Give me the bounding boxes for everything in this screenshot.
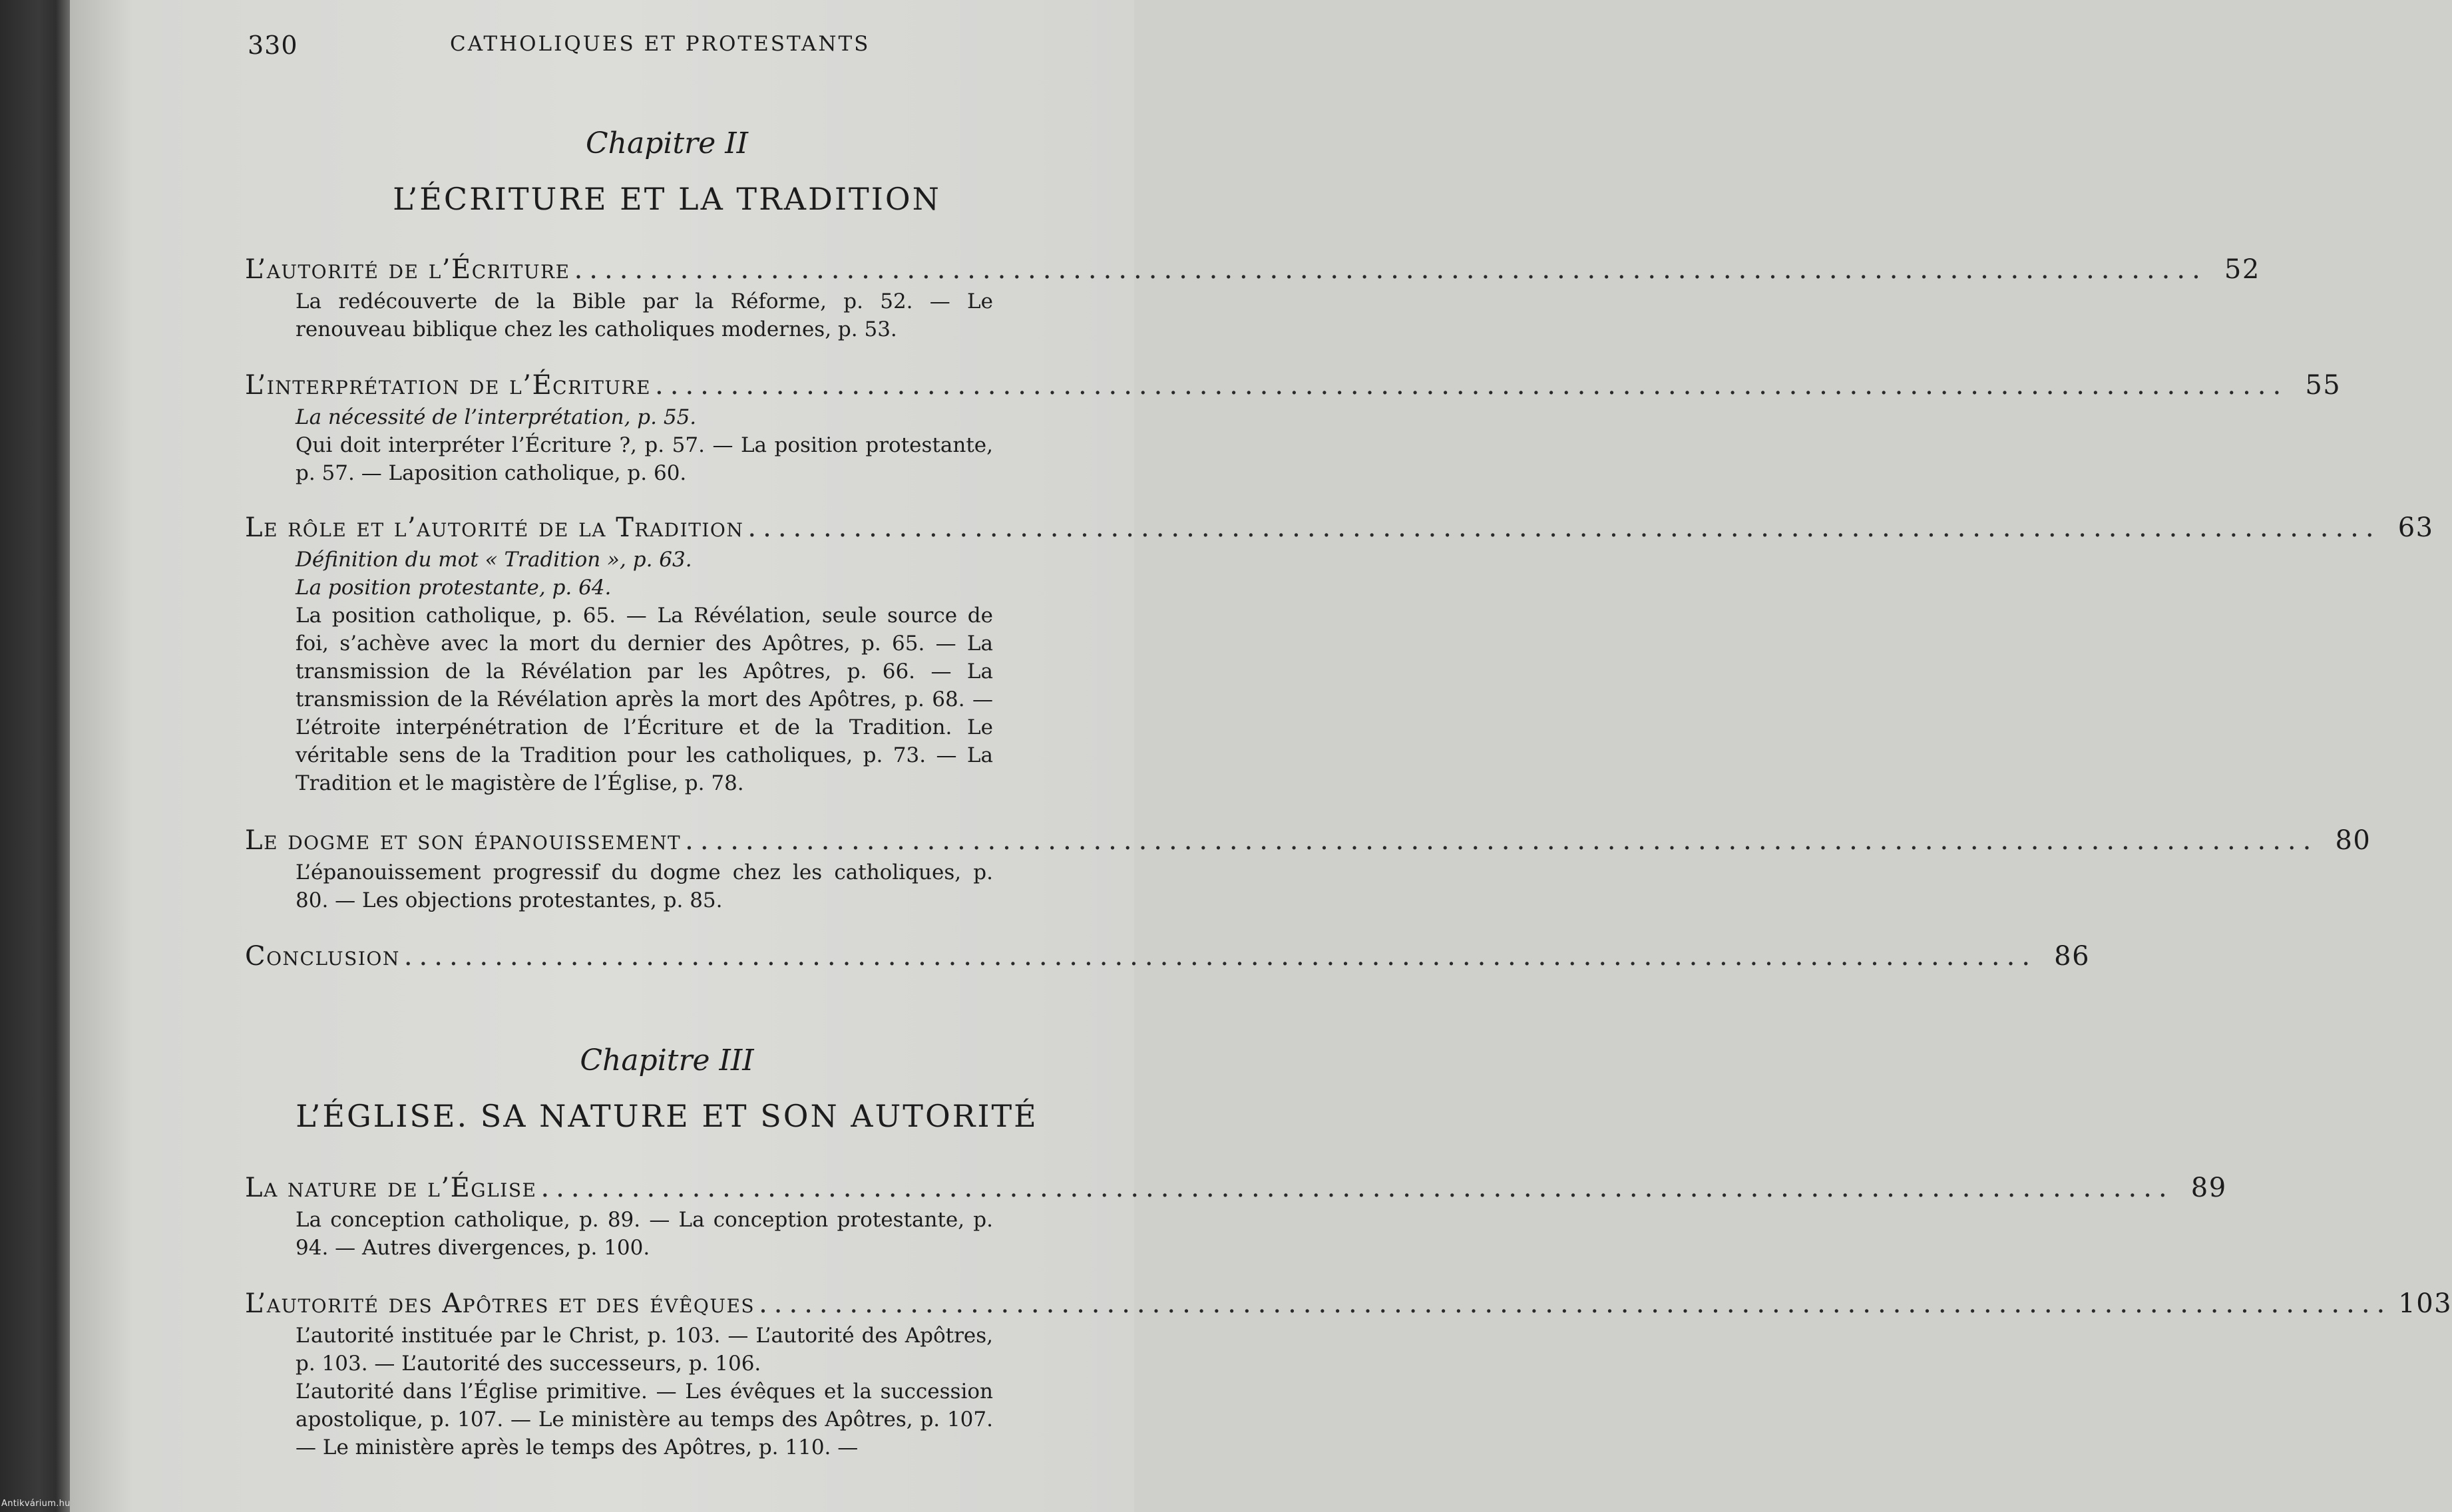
toc-entry-heading[interactable]	[245, 941, 2091, 972]
toc-entry-heading[interactable]	[245, 370, 2342, 401]
toc-section-nature-eglise	[245, 1173, 2227, 1262]
leader-dots: ............................................................................................................	[540, 1173, 2174, 1203]
leader-dots: ............................................................................................................	[759, 1288, 2392, 1319]
toc-section-ecriture-autorite	[245, 254, 2260, 343]
toc-section-dogme	[245, 825, 2371, 914]
watermark: Antikvárium.hu	[1, 1499, 71, 1509]
toc-section-conclusion	[245, 941, 2091, 972]
summary-text: L’autorité dans l’Église primitive. — Les évêques et la succession apostolique, p. 107. — Le ministère au temps des Apôtres, p. 107. — Le ministère après le temps des Apôtres, p. 110. —	[296, 1380, 993, 1459]
toc-entry-page: 86	[2054, 941, 2091, 972]
toc-entry-summary	[296, 287, 993, 343]
toc-entry-summary	[296, 1206, 993, 1262]
summary-text: La conception catholique, p. 89. — La conception protestante, p. 94. — Autres divergences, p. 100.	[296, 1208, 993, 1260]
chapter-2-label: Chapitre II	[586, 126, 748, 160]
toc-entry-heading[interactable]	[245, 1173, 2227, 1203]
toc-entry-summary	[296, 403, 993, 487]
toc-entry-title: La nature de l’Église	[245, 1173, 537, 1203]
toc-entry-summary	[296, 1322, 993, 1461]
book-spine-shadow	[0, 0, 70, 1512]
toc-entry-heading[interactable]	[245, 512, 2434, 543]
toc-entry-heading[interactable]	[245, 825, 2371, 856]
summary-text: La position protestante, p. 64.	[296, 576, 612, 600]
summary-text: La redécouverte de la Bible par la Réforme, p. 52. — Le renouveau biblique chez les catholiques modernes, p. 53.	[296, 289, 993, 341]
toc-entry-page: 89	[2190, 1173, 2227, 1203]
leader-dots: ............................................................................................................	[685, 825, 2318, 856]
summary-text: L’autorité instituée par le Christ, p. 103. — L’autorité des Apôtres, p. 103. — L’autorité des successeurs, p. 106.	[296, 1324, 993, 1376]
toc-section-autorite-apotres	[245, 1288, 2452, 1461]
summary-text: Définition du mot « Tradition », p. 63.	[296, 548, 692, 572]
toc-entry-heading[interactable]	[245, 254, 2260, 285]
summary-text: La position catholique, p. 65. — La Révélation, seule source de foi, s’achève avec la mort du dernier des Apôtres, p. 65. — La transmission de la Révélation par les Apôtres, p. 66. — La transmission de la Révélation après la mort des Apôtres, p. 68. — L’étroite interpénétration de l’Écriture et de la Tradition. Le véritable sens de la Tradition pour les catholiques, p. 73. — La Tradition et le magistère de l’Église, p. 78.	[296, 604, 993, 795]
summary-text: L’épanouissement progressif du dogme chez les catholiques, p. 80. — Les objections protestantes, p. 85.	[296, 860, 993, 912]
toc-entry-heading[interactable]	[245, 1288, 2452, 1319]
toc-entry-title: Le rôle et l’autorité de la Tradition	[245, 512, 744, 543]
toc-section-tradition	[245, 512, 2434, 797]
toc-entry-title: L’interprétation de l’Écriture	[245, 370, 652, 401]
summary-text: La nécessité de l’interprétation, p. 55.	[296, 405, 697, 429]
toc-entry-summary	[296, 858, 993, 914]
toc-entry-page: 55	[2305, 370, 2342, 401]
leader-dots: ............................................................................................................	[403, 941, 2037, 972]
toc-entry-page: 52	[2224, 254, 2260, 285]
toc-section-interpretation	[245, 370, 2342, 487]
page-number: 330	[248, 31, 298, 60]
chapter-3-title: L’ÉGLISE. SA NATURE ET SON AUTORITÉ	[296, 1098, 1038, 1134]
toc-entry-title: Le dogme et son épanouissement	[245, 825, 682, 856]
leader-dots: ............................................................................................................	[655, 370, 2288, 401]
toc-entry-page: 103	[2398, 1288, 2452, 1319]
toc-entry-title: L’autorité des Apôtres et des évêques	[245, 1288, 755, 1319]
chapter-3-label: Chapitre III	[580, 1043, 754, 1077]
toc-entry-page: 63	[2397, 512, 2434, 543]
leader-dots: ............................................................................................................	[574, 254, 2207, 285]
summary-text: Qui doit interpréter l’Écriture ?, p. 57. — La position protestante, p. 57. — Laposition catholique, p. 60.	[296, 433, 993, 485]
leader-dots: ............................................................................................................	[747, 512, 2381, 543]
chapter-2-title: L’ÉCRITURE ET LA TRADITION	[393, 181, 941, 217]
toc-entry-title: L’autorité de l’Écriture	[245, 254, 570, 285]
toc-entry-page: 80	[2335, 825, 2371, 856]
toc-entry-title: Conclusion	[245, 941, 400, 972]
running-title: CATHOLIQUES ET PROTESTANTS	[450, 32, 871, 56]
toc-entry-summary	[296, 546, 993, 797]
